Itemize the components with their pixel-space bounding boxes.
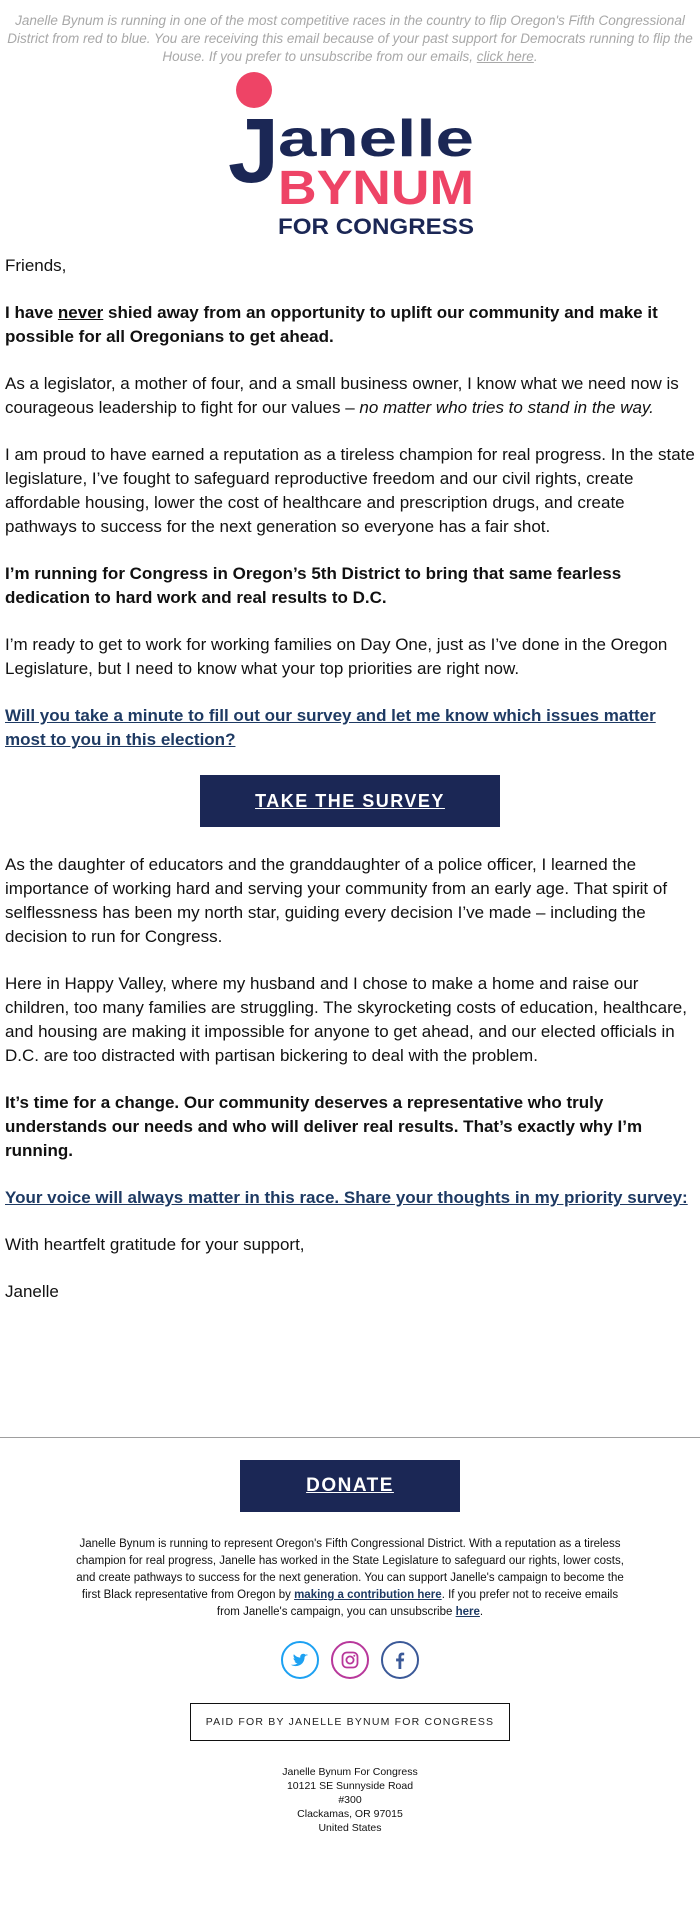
logo-tagline: FOR CONGRESS bbox=[278, 214, 474, 239]
address-line-3: #300 bbox=[338, 1794, 362, 1806]
address-line-4: Clackamas, OR 97015 bbox=[297, 1808, 403, 1820]
preheader bbox=[0, 0, 700, 66]
instagram-icon[interactable] bbox=[331, 1641, 369, 1679]
donate-button[interactable]: DONATE bbox=[240, 1460, 460, 1512]
paragraph-5: I’m ready to get to work for working families on Day One, just as I’ve done in the Oregon Legislature, but I need to know what your top priorities are right now. bbox=[5, 635, 668, 678]
signature: Janelle bbox=[5, 1282, 59, 1301]
footer-text-mid: . If you prefer not to receive emails from Janelle's campaign, you can unsubscribe bbox=[216, 1589, 619, 1618]
logo-j: J bbox=[228, 100, 280, 202]
logo-last-name: BYNUM bbox=[278, 162, 474, 215]
unsubscribe-link-top[interactable]: click here bbox=[476, 49, 534, 64]
survey-button-row bbox=[5, 775, 695, 827]
paragraph-1 bbox=[5, 301, 695, 349]
survey-link-2[interactable]: Your voice will always matter in this race. Share your thoughts in my priority survey: bbox=[5, 1188, 688, 1207]
address-line-2: 10121 SE Sunnyside Road bbox=[286, 1780, 414, 1792]
footer-text-pre: Janelle Bynum is running to represent Oregon's Fifth Congressional District. With a reputation as a tireless champion for real progress, Janelle has worked in the State Legislature to safeguard our rights, lower costs, and create pathways to success for the next generation. You can support Janelle's campaign to become the first Black representative from Oregon by bbox=[76, 1538, 624, 1601]
survey-link-1[interactable]: Will you take a minute to fill out our survey and let me know which issues matter most to you in this election? bbox=[5, 706, 656, 749]
paragraph-8: It’s time for a change. Our community deserves a representative who truly understands our needs and who will deliver real results. That’s exactly why I’m running. bbox=[5, 1093, 643, 1160]
email-body bbox=[0, 254, 700, 1304]
paragraph-2 bbox=[5, 372, 695, 420]
paragraph-3: I am proud to have earned a reputation as a tireless champion for real progress. In the state legislature, I’ve fought to safeguard reproductive freedom and our civil rights, create affordable housing, lower the cost of healthcare and prescription drugs, and create pathways to success for the next generation so everyone has a fair shot. bbox=[5, 445, 695, 536]
p2-pre: As a legislator, a mother of four, and a small business owner, I know what we need now is courageous leadership to fight for our values – bbox=[5, 374, 679, 417]
signoff: With heartfelt gratitude for your support, bbox=[5, 1235, 305, 1254]
footer-disclaimer bbox=[0, 1536, 700, 1621]
greeting: Friends, bbox=[5, 256, 67, 275]
spacer bbox=[0, 1327, 700, 1437]
p2-italic: no matter who tries to stand in the way. bbox=[359, 398, 654, 417]
social-links bbox=[0, 1641, 700, 1679]
mailing-address bbox=[0, 1765, 700, 1835]
contribution-link[interactable]: making a contribution here bbox=[294, 1589, 442, 1601]
unsubscribe-link-footer[interactable]: here bbox=[455, 1606, 480, 1618]
paragraph-6: As the daughter of educators and the granddaughter of a police officer, I learned the importance of working hard and serving your community from an early age. That spirit of selflessness has been my north star, guiding every decision I’ve made – including the decision to run for Congress. bbox=[5, 855, 668, 946]
p1-pre: I have bbox=[5, 303, 58, 322]
twitter-icon[interactable] bbox=[281, 1641, 319, 1679]
p1-post: shied away from an opportunity to uplift our community and make it possible for all Oregonians to get ahead. bbox=[5, 303, 658, 346]
take-survey-button[interactable]: TAKE THE SURVEY bbox=[200, 775, 500, 827]
logo-first-name: anelle bbox=[278, 110, 474, 168]
footer-divider bbox=[0, 1437, 700, 1438]
paragraph-4: I’m running for Congress in Oregon’s 5th District to bring that same fearless dedication to hard work and real results to D.C. bbox=[5, 564, 622, 607]
paragraph-7: Here in Happy Valley, where my husband and I chose to make a home and raise our children, too many families are struggling. The skyrocketing costs of education, healthcare, and housing are making it impossible for anyone to get ahead, and our elected officials in D.C. are too distracted with partisan bickering to deal with the problem. bbox=[5, 974, 687, 1065]
paid-for-box: PAID FOR BY JANELLE BYNUM FOR CONGRESS bbox=[190, 1703, 510, 1741]
campaign-logo bbox=[220, 70, 480, 248]
p1-underline: never bbox=[57, 303, 104, 322]
donate-button-row bbox=[0, 1460, 700, 1512]
address-line-5: United States bbox=[318, 1822, 382, 1834]
preheader-text: Janelle Bynum is running in one of the most competitive races in the country to flip Oregon's Fifth Congressional District from red to blue. You are receiving this email because of your past support for Democrats running to flip the House. If you prefer to unsubscribe from our emails, bbox=[7, 13, 693, 64]
address-line-1: Janelle Bynum For Congress bbox=[282, 1766, 418, 1778]
facebook-icon[interactable] bbox=[381, 1641, 419, 1679]
preheader-end: . bbox=[533, 49, 538, 64]
footer-text-end: . bbox=[479, 1606, 484, 1618]
